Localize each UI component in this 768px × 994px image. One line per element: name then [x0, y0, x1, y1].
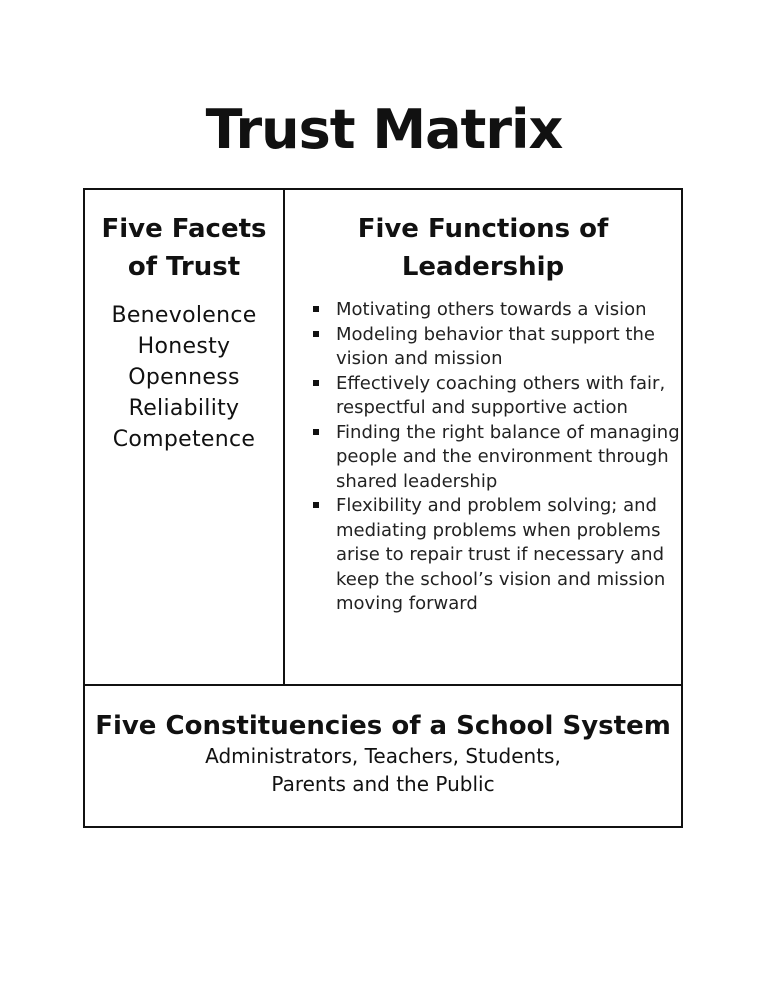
functions-list — [311, 298, 681, 617]
facet-item: Openness — [128, 365, 240, 390]
page-title: Trust Matrix — [205, 98, 563, 161]
functions-heading-line2: Leadership — [401, 252, 565, 282]
function-item-text: Modeling behavior that support the vision and mission — [336, 323, 655, 369]
constituencies-cell — [85, 684, 681, 826]
square-bullet-icon — [313, 331, 319, 337]
constituencies-heading: Five Constituencies of a School System — [95, 711, 671, 741]
function-item — [311, 372, 681, 421]
square-bullet-icon — [313, 429, 319, 435]
facets-heading-line2: of Trust — [127, 252, 241, 282]
functions-heading — [285, 210, 681, 286]
facet-item: Honesty — [137, 334, 231, 359]
function-item-text: Effectively coaching others with fair, respectful and supportive action — [336, 372, 666, 418]
constituencies-line1: Administrators, Teachers, Students, — [205, 744, 561, 768]
function-item-text: Finding the right balance of managing people and the environment through shared leadership — [336, 421, 680, 492]
facets-cell — [85, 190, 285, 684]
functions-cell — [285, 190, 681, 684]
facets-heading — [85, 210, 283, 286]
facet-item: Benevolence — [111, 303, 257, 328]
function-item — [311, 494, 681, 617]
square-bullet-icon — [313, 306, 319, 312]
function-item-text: Flexibility and problem solving; and mediating problems when problems arise to repair trust if necessary and keep the school’s vision and mission moving forward — [336, 495, 666, 614]
square-bullet-icon — [313, 380, 319, 386]
function-item — [311, 298, 681, 323]
constituencies-line2: Parents and the Public — [271, 772, 495, 796]
square-bullet-icon — [313, 502, 319, 508]
facets-heading-line1: Five Facets — [101, 214, 267, 244]
facets-list — [85, 300, 283, 455]
trust-matrix-table — [83, 188, 683, 828]
function-item — [311, 421, 681, 495]
facet-item: Competence — [112, 427, 256, 452]
function-item — [311, 323, 681, 372]
constituencies-text — [85, 742, 681, 798]
function-item-text: Motivating others towards a vision — [336, 299, 647, 320]
functions-heading-line1: Five Functions of — [357, 214, 609, 244]
facet-item: Reliability — [128, 396, 240, 421]
